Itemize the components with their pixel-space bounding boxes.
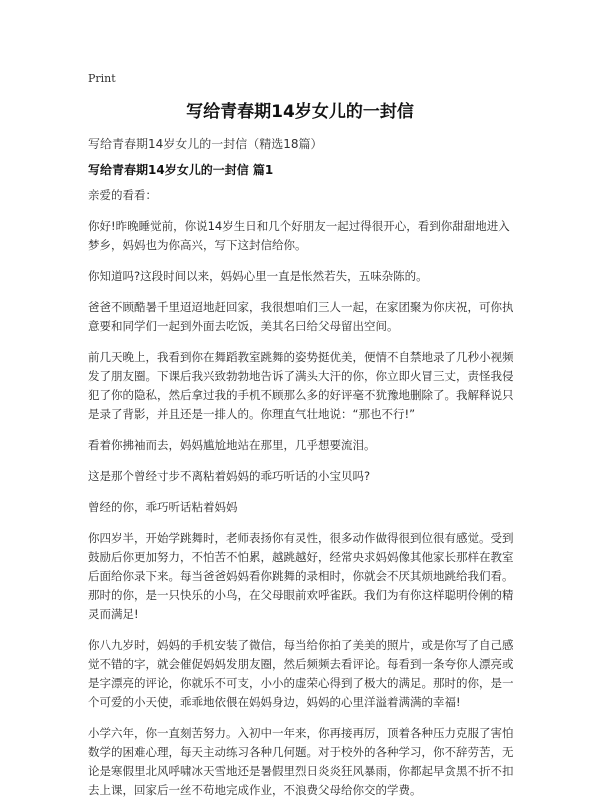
print-link[interactable]: Print xyxy=(88,72,116,85)
paragraph: 你好!昨晚睡觉前，你说14岁生日和几个好朋友一起过得很开心，看到你甜甜地进入梦乡，妈妈也为你高兴，写下这封信给你。 xyxy=(88,219,510,252)
paragraph: 你知道吗?这段时间以来，妈妈心里一直是怅然若失，五味杂陈的。 xyxy=(88,269,428,283)
paragraph: 前几天晚上，我看到你在舞蹈教室跳舞的姿势挺优美，便情不自禁地录了几秒小视频发了朋友圈。下课后我兴致勃勃地告诉了满头大汗的你，你立即火冒三丈，责怪我侵犯了你的隐私，然后拿过我的手机不顾那么多的好评毫不犹豫地删除了。我解释说只是录了背影，并且还是一排人的。你理直气壮地说：“那也不行!” xyxy=(88,350,514,421)
paragraph: 爸爸不顾酷暑千里迢迢地赶回家，我很想咱们三人一起，在家团聚为你庆祝，可你执意要和同学们一起到外面去吃饭，美其名曰给父母留出空间。 xyxy=(88,300,514,333)
paragraph: 你八九岁时，妈妈的手机安装了微信，每当给你拍了美美的照片，或是你写了自己感觉不错的字，就会催促妈妈发朋友圈，然后频频去看评论。每看到一条夸你人漂亮或是字漂亮的评论，你就乐不可支，小小的虚荣心得到了极大的满足。那时的你，是一个可爱的小天使，乖乖地依偎在妈妈身边，妈妈的心里洋溢着满满的幸福! xyxy=(88,638,514,709)
document-subtitle: 写给青春期14岁女儿的一封信（精选18篇） xyxy=(88,137,323,151)
paragraph: 你四岁半，开始学跳舞时，老师表扬你有灵性，很多动作做得很到位很有感觉。受到鼓励后你更加努力，不怕苦不怕累，越跳越好，经常央求妈妈像其他家长那样在教室后面给你录下来。每当爸爸妈妈看你跳舞的录相时，你就会不厌其烦地跳给我们看。那时的你，是一只快乐的小鸟，在父母眼前欢呼雀跃。我们为有你这样聪明伶俐的精灵而满足! xyxy=(88,531,514,621)
document-title: 写给青春期14岁女儿的一封信 xyxy=(186,102,414,122)
section-heading: 写给青春期14岁女儿的一封信 篇1 xyxy=(88,163,274,177)
paragraph: 这是那个曾经寸步不离粘着妈妈的乖巧听话的小宝贝吗? xyxy=(88,469,371,483)
letter-body xyxy=(88,186,516,811)
paragraph-subheading: 曾经的你，乖巧听话粘着妈妈 xyxy=(88,500,238,514)
paragraph: 小学六年，你一直刻苦努力。入初中一年来，你再接再厉，顶着各种压力克服了害怕数学的困难心理，每天主动练习各种几何题。对于校外的各种学习，你不辞劳苦，无论是寒假里北风呼啸冰天雪地还是暑假里烈日炎炎狂风暴雨，你都起早贪黑不折不扣去上课，回家后一丝不苟地完成作业，不浪费父母给你交的学费。 xyxy=(88,726,514,797)
paragraph-salutation: 亲爱的看看： xyxy=(88,188,157,202)
paragraph: 看着你拂袖而去，妈妈尴尬地站在那里，几乎想要流泪。 xyxy=(88,438,376,452)
